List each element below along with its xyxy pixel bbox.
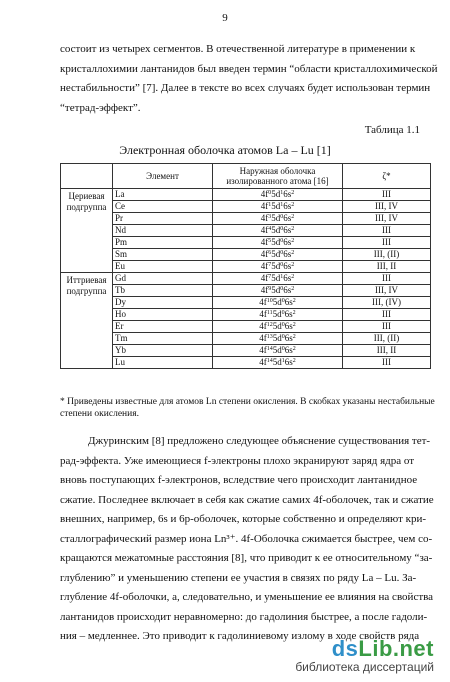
element-symbol: La — [113, 189, 213, 201]
oxidation-states: III, IV — [343, 285, 431, 297]
electron-configuration: $4f^{14}5d^06s^2$ — [213, 345, 343, 357]
table-row — [61, 249, 431, 261]
footnote-line: * Приведены известные для атомов Ln степени окисления. В скобках указаны нестабильные — [60, 397, 435, 407]
electron-configuration: $4f^{12}5d^06s^2$ — [213, 321, 343, 333]
table-row — [61, 345, 431, 357]
text-line: глублению” и уменьшению степени ее участия в связях по ряду La – Lu. За- — [60, 571, 417, 584]
oxidation-states: III, II — [343, 261, 431, 273]
text-line: нестабильности” [7]. Далее в тексте во всех случаях будет использован термин — [60, 82, 431, 94]
element-symbol: Tb — [113, 285, 213, 297]
element-symbol: Dy — [113, 297, 213, 309]
subgroup-name-line1: Иттриевая — [66, 275, 107, 285]
oxidation-states: III, II — [343, 345, 431, 357]
text-line: сталлографический размер иона Ln³⁺. 4f-Оболочка сжимается быстрее, чем со- — [60, 532, 433, 545]
oxidation-states: III — [343, 309, 431, 321]
table-row — [61, 201, 431, 213]
element-symbol: Pm — [113, 237, 213, 249]
oxidation-states: III, IV — [343, 201, 431, 213]
text-line: кращаются межатомные расстояния [8], что приводит к ее относительному “за- — [60, 552, 433, 564]
text-line: внешних, например, 6s и 6p-оболочек, которые собственно и определяют кри- — [60, 513, 427, 525]
table-row — [61, 357, 431, 369]
table-row — [61, 297, 431, 309]
element-header: Элемент — [113, 164, 213, 189]
text-line: рад-эффекта. Уже имеющиеся f-электроны плохо экранируют заряд ядра от — [60, 454, 415, 467]
config-header — [213, 164, 343, 189]
oxidation-states: III — [343, 189, 431, 201]
table-row — [61, 333, 431, 345]
electron-configuration: $4f^45d^06s^2$ — [213, 225, 343, 237]
subgroup-name-line2: подгруппа — [66, 202, 107, 212]
table-row — [61, 213, 431, 225]
table-row — [61, 273, 431, 285]
electron-configuration: $4f^65d^06s^2$ — [213, 249, 343, 261]
oxidation-states: III — [343, 321, 431, 333]
oxidation-states: III — [343, 273, 431, 285]
element-symbol: Eu — [113, 261, 213, 273]
table-row — [61, 237, 431, 249]
text-line: сжатие. Последнее включает в себя как сжатие самих 4f-оболочек, так и сжатие — [60, 493, 434, 506]
electron-configuration: $4f^{10}5d^06s^2$ — [213, 297, 343, 309]
element-symbol: Ho — [113, 309, 213, 321]
table-body — [61, 189, 431, 369]
electron-configuration: $4f^95d^06s^2$ — [213, 285, 343, 297]
electron-configuration: $4f^55d^06s^2$ — [213, 237, 343, 249]
group-header — [61, 164, 113, 189]
table-title: Электронная оболочка атомов La – Lu [1] — [119, 143, 331, 157]
subgroup-cell — [61, 189, 113, 273]
text-line: лантанидов происходит неравномерно: до гадолиния быстрее, а после гадоли- — [60, 610, 428, 623]
oxidation-states: III, IV — [343, 213, 431, 225]
config-header-line1: Наружная оболочка — [239, 166, 316, 176]
oxidation-states: III, (II) — [343, 333, 431, 345]
electron-configuration: $4f^15d^16s^2$ — [213, 201, 343, 213]
watermark-subtitle: библиотека диссертаций — [295, 660, 434, 674]
subgroup-cell — [61, 273, 113, 369]
element-symbol: Lu — [113, 357, 213, 369]
subgroup-name-line2: подгруппа — [66, 286, 107, 296]
oxidation-states: III — [343, 237, 431, 249]
electron-configuration: $4f^05d^16s^2$ — [213, 189, 343, 201]
element-symbol: Sm — [113, 249, 213, 261]
config-header-line2: изолированного атома [16] — [226, 176, 329, 186]
electron-configuration: $4f^{13}5d^06s^2$ — [213, 333, 343, 345]
intro-paragraph — [60, 40, 438, 118]
oxidation-states: III, (IV) — [343, 297, 431, 309]
text-line: вновь поступающих f-электронов, вследствие чего происходит лантанидное — [60, 474, 418, 486]
electron-configuration: $4f^75d^06s^2$ — [213, 261, 343, 273]
watermark-logo: dsLib.net — [331, 636, 434, 661]
text-line: “тетрад-эффект”. — [60, 101, 141, 114]
oxidation-states: III, (II) — [343, 249, 431, 261]
electron-configuration: $4f^{14}5d^16s^2$ — [213, 357, 343, 369]
table-row — [61, 261, 431, 273]
element-symbol: Yb — [113, 345, 213, 357]
table-row — [61, 321, 431, 333]
table-row — [61, 225, 431, 237]
electron-shell-table — [60, 163, 431, 369]
table-number: Таблица 1.1 — [364, 124, 420, 136]
electron-configuration: $4f^{11}5d^06s^2$ — [213, 309, 343, 321]
oxidation-states: III — [343, 357, 431, 369]
footnote-line: степени окисления. — [60, 409, 139, 419]
text-line: состоит из четырех сегментов. В отечественной литературе в применении к — [60, 43, 416, 55]
element-symbol: Ce — [113, 201, 213, 213]
table-row — [61, 189, 431, 201]
table-header-row — [61, 164, 431, 189]
footnote — [60, 396, 435, 420]
element-symbol: Gd — [113, 273, 213, 285]
subgroup-name-line1: Цериевая — [68, 191, 105, 201]
text-line: кристаллохимии лантанидов был введен термин “области кристаллохимической — [60, 62, 438, 75]
element-symbol: Pr — [113, 213, 213, 225]
body-paragraph — [60, 432, 434, 647]
page-number: 9 — [222, 12, 228, 24]
element-symbol: Nd — [113, 225, 213, 237]
electron-configuration: $4f^35d^06s^2$ — [213, 213, 343, 225]
text-line: Джуринским [8] предложено следующее объяснение существования тет- — [88, 435, 431, 447]
text-line: ния – медленнее. Это приводит к гадолиниевому излому в ходе свойств ряда — [60, 630, 420, 642]
element-symbol: Er — [113, 321, 213, 333]
element-symbol: Tm — [113, 333, 213, 345]
table-row — [61, 309, 431, 321]
watermark — [295, 636, 434, 674]
zeta-header: ζ* — [343, 164, 431, 189]
text-line: глубление 4f-оболочки, а, следовательно, и уменьшение ее влияния на свойства — [60, 591, 434, 603]
oxidation-states: III — [343, 225, 431, 237]
table-row — [61, 285, 431, 297]
electron-configuration: $4f^75d^16s^2$ — [213, 273, 343, 285]
